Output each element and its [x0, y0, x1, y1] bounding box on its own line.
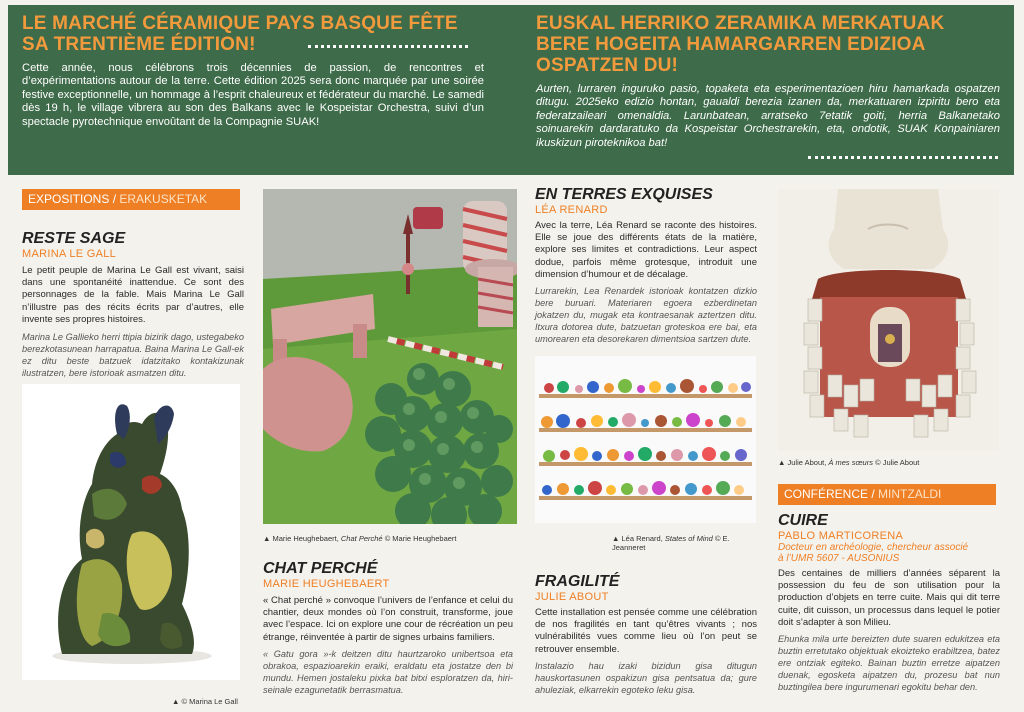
terres-exquises-photo [535, 356, 756, 523]
reste-sage-photo [22, 384, 240, 680]
cuire-role-line1: Docteur en archéologie, chercheur associé [778, 542, 969, 553]
banner-french [22, 13, 484, 129]
chat-perche-caption-credit: © Marie Heughebaert [384, 534, 457, 543]
fragilite-author: JULIE ABOUT [535, 591, 609, 603]
chat-perche-text-fr: « Chat perché » convoque l’univers de l’enfance et celui du chantier, deux mondes où l’on construit, transforme, joue avec l’espace. Ici on explore une cour de récréation un peu étrange, réinventée à partir de signes urbains familiers. [263, 595, 513, 643]
cuire-title: CUIRE [778, 512, 828, 529]
chat-perche-author: MARIE HEUGHEBAERT [263, 578, 390, 590]
reste-sage-author: MARINA LE GALL [22, 248, 117, 260]
playground-sculptures-image [263, 189, 517, 524]
conference-label-eu: MINTZALDI [878, 487, 942, 501]
julie-caption-name: ▲ Julie About, [778, 458, 827, 467]
chat-perche-caption-title: Chat Perché [340, 534, 383, 543]
terres-exquises-text-fr: Avec la terre, Léa Renard se raconte des histoires. Elle se joue des différents états de la matière, explore ses limites et contradictions. Leur aspect dodue, parfois même grotesque, introduit une dimension d’humour et de décalage. [535, 220, 757, 280]
bust-sculpture-image [778, 189, 999, 451]
terres-exquises-caption-name: ▲ Léa Renard, [612, 534, 663, 543]
cuire-text-fr: Des centaines de milliers d’années séparent la possession du feu de son utilisation pour la production d’objets en terre cuite. Mais qui dit terre cuite, dit cuisson, un processus dans lequel le potier doit s’adapter à son Milieu. [778, 568, 1000, 628]
terres-exquises-article [535, 186, 757, 345]
cuire-text-eu: Ehunka mila urte bereizten dute suaren edukitzea eta buztin erretutako objektuak ekoizteko erabiltzea, batez ere ontziak egiteko. Bainan buztin erretze aipatzen duenak, egosketa aipatzen du, prozesu bat nun buztingilea bere ingurumenari egokitu behar den. [778, 634, 1000, 693]
chat-perche-photo [263, 189, 517, 524]
chat-perche-caption-name: ▲ Marie Heughebaert, [263, 534, 339, 543]
reste-sage-text-eu: Marina Le Gallieko herri ttipia bizirik dago, ustegabeko berezkotasunean harrapatua. Baina Marina Le Gall-ek ez ditu beste batzuek idatzitako kontakizunak ilustratzen, bere istorioak asmatzen ditu. [22, 332, 244, 379]
cuire-role-line2: à l’UMR 5607 - AUSONIUS [778, 553, 900, 564]
terres-exquises-author: LÉA RENARD [535, 204, 608, 216]
reste-sage-text-fr: Le petit peuple de Marina Le Gall est vivant, saisi dans une spontanéité inattendue. Ce sont des personnages de la fable. Mais Marina Le Gall n’illustre pas des récits écrits par d’autres, elle invente ses propres histoires. [22, 265, 244, 325]
reste-sage-caption: ▲ © Marina Le Gall [172, 697, 238, 706]
banner-body-fr: Cette année, nous célébrons trois décennies de passion, de rencontres et d’expérimentations autour de la terre. Cette édition 2025 sera donc marquée par une soirée festive exceptionnelle, un hommage à l’esprit chaleureux et fédérateur du marché. Le samedi dès 19 h, le village vibrera au son des Balkans avec le Kospeistar Orchestra, suivi d’un spectacle pyrotechnique envoûtant de la Compagnie SUAK! [22, 62, 484, 128]
terres-exquises-caption [612, 534, 762, 552]
banner-title-fr: LE MARCHÉ CÉRAMIQUE PAYS BASQUE FÊTE SA TRENTIÈME ÉDITION! [22, 13, 458, 55]
chat-perche-article [263, 560, 513, 696]
conference-header [778, 484, 996, 505]
banner-body-eu: Aurten, lurraren inguruko pasio, topaketa eta esperimentazioen hiru hamarkada ospatzen ditugu. 2025eko edizio hontan, gaualdi berezia izanen da, merkatuaren izpiritu bero eta federatzaileari omenaldia. Larunbatean, arratseko 7etatik goiti, herria Balkanetako soinuarekin dardaratuko da Kospeistar Orchestrarekin, eta, ondotik, SUAK Konpainiaren ikuskizun piroteknikoa bat! [536, 83, 1000, 149]
shelves-ceramics-image [535, 356, 756, 523]
julie-caption-credit: © Julie About [875, 458, 920, 467]
terres-exquises-text-eu: Lurrarekin, Lea Renardek istorioak kontatzen dizkio bere buruari. Materiaren egoera ezberdinetan jokatzen du, mugak eta kontraesanak aztertzen ditu. Itxura dotorea dute, batzuetan groteskoa ere bai, eta umorearen eta desorekaren dimentsioa sartzen dute. [535, 286, 757, 345]
dotted-divider [308, 45, 468, 48]
chat-perche-title: CHAT PERCHÉ [263, 560, 378, 577]
fragilite-title: FRAGILITÉ [535, 573, 620, 590]
intro-banner [8, 5, 1014, 175]
tag-separator: / [868, 487, 879, 501]
terres-exquises-caption-title: States of Mind [664, 534, 713, 543]
reste-sage-article [22, 230, 244, 379]
expositions-label-fr: EXPOSITIONS [28, 192, 110, 206]
fragilite-article [535, 573, 757, 696]
banner-title-eu: EUSKAL HERRIKO ZERAMIKA MERKATUAK BERE HOGEITA HAMARGARREN EDIZIOA OSPATZEN DU! [536, 13, 945, 76]
expositions-label-eu: ERAKUSKETAK [119, 192, 208, 206]
conference-label-fr: CONFÉRENCE [784, 487, 869, 501]
julie-caption-title: À mes sœurs [828, 458, 873, 467]
cuire-article [778, 512, 1000, 693]
banner-basque [536, 13, 1000, 150]
chat-perche-text-eu: « Gatu gora »-k deitzen ditu haurtzaroko unibertsoa eta obrakoa, espazioarekin eraiki, eraldatu eta jostatze den bi mundu. Hemen jostaleku pixka bat bitxi esploratzen da, hiri-seinale ezagunetatik berrasmatua. [263, 648, 513, 695]
terres-exquises-caption-credit: © E. Jeanneret [612, 534, 730, 552]
reste-sage-title: RESTE SAGE [22, 230, 126, 247]
julie-about-photo [778, 189, 999, 451]
rabbit-sculpture-image [22, 384, 240, 680]
cuire-author: PABLO MARTICORENA [778, 530, 904, 542]
expositions-header [22, 189, 240, 210]
julie-about-caption [778, 458, 1000, 467]
chat-perche-caption [263, 534, 523, 543]
dotted-divider [808, 156, 998, 159]
tag-separator: / [109, 192, 120, 206]
terres-exquises-title: EN TERRES EXQUISES [535, 186, 713, 203]
fragilite-text-eu: Instalazio hau izaki bizidun gisa ditugun hauskortasunen ospakizun gisa pentsatua da; gure ahuleziak, elkarrekin egoteko leku gisa. [535, 660, 757, 695]
fragilite-text-fr: Cette installation est pensée comme une célébration de nos fragilités en tant qu’êtres vivants ; nos vulnérabilités vues comme lieu où l’on peut se retrouver ensemble. [535, 607, 757, 655]
